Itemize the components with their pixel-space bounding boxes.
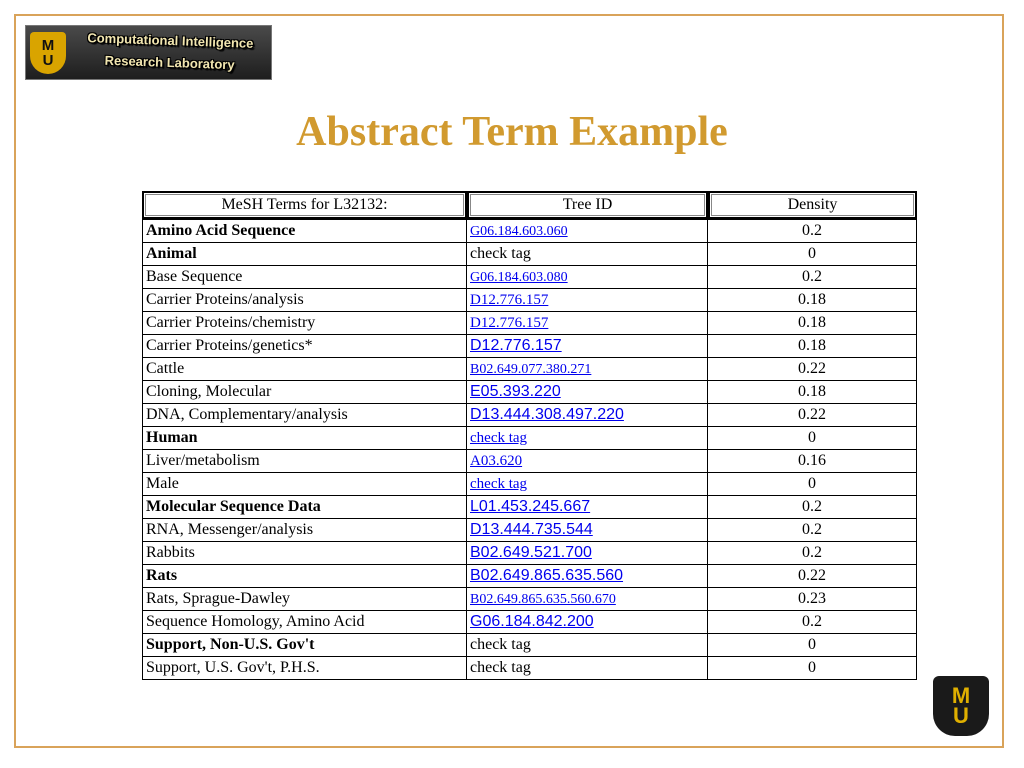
term-cell: Amino Acid Sequence (142, 219, 467, 243)
density-cell: 0.2 (708, 611, 917, 634)
tree-id-cell (467, 381, 708, 404)
term-cell: Carrier Proteins/genetics* (142, 335, 467, 358)
tree-id-cell (467, 289, 708, 312)
tree-id-cell (467, 611, 708, 634)
table-row (142, 634, 917, 657)
table-row (142, 219, 917, 243)
tree-id-link[interactable]: D13.444.735.544 (470, 521, 593, 538)
term-cell: Liver/metabolism (142, 450, 467, 473)
tree-id-link[interactable]: A03.620 (470, 453, 523, 469)
mu-logo-icon: M U (933, 676, 989, 736)
term-cell: Sequence Homology, Amino Acid (142, 611, 467, 634)
mesh-table-container (142, 191, 917, 680)
tree-id-link[interactable]: L01.453.245.667 (470, 498, 591, 515)
tree-id-link[interactable]: D12.776.157 (470, 337, 562, 354)
header-tree-id: Tree ID (467, 191, 708, 219)
table-row (142, 243, 917, 266)
table-row (142, 427, 917, 450)
table-row (142, 611, 917, 634)
density-cell: 0.22 (708, 404, 917, 427)
table-row (142, 473, 917, 496)
tree-id-cell (467, 312, 708, 335)
density-cell: 0.2 (708, 542, 917, 565)
table-row (142, 404, 917, 427)
density-cell: 0.23 (708, 588, 917, 611)
table-row (142, 496, 917, 519)
tree-id-cell: check tag (467, 657, 708, 680)
tree-id-cell (467, 519, 708, 542)
tree-id-link[interactable]: D12.776.157 (470, 292, 549, 308)
tree-id-link[interactable]: D13.444.308.497.220 (470, 406, 624, 423)
tree-id-cell (467, 542, 708, 565)
tree-id-link[interactable]: B02.649.077.380.271 (470, 362, 592, 377)
tree-id-link[interactable]: D12.776.157 (470, 315, 549, 331)
density-cell: 0 (708, 473, 917, 496)
density-cell: 0.2 (708, 496, 917, 519)
lab-logo (25, 25, 272, 80)
term-cell: Rabbits (142, 542, 467, 565)
density-cell: 0 (708, 634, 917, 657)
tree-id-cell (467, 219, 708, 243)
header-mesh-terms: MeSH Terms for L32132: (142, 191, 467, 219)
table-header-row (142, 191, 917, 219)
tree-id-cell (467, 266, 708, 289)
tree-id-cell (467, 427, 708, 450)
tree-id-link[interactable]: G06.184.842.200 (470, 613, 594, 630)
term-cell: Carrier Proteins/chemistry (142, 312, 467, 335)
density-cell: 0.22 (708, 358, 917, 381)
density-cell: 0.2 (708, 219, 917, 243)
term-cell: Rats, Sprague-Dawley (142, 588, 467, 611)
table-row (142, 588, 917, 611)
term-cell: Support, Non-U.S. Gov't (142, 634, 467, 657)
density-cell: 0 (708, 427, 917, 450)
table-row (142, 542, 917, 565)
tree-id-cell (467, 450, 708, 473)
tree-id-link[interactable]: B02.649.865.635.560 (470, 567, 624, 584)
slide-title: Abstract Term Example (296, 109, 728, 155)
density-cell: 0.18 (708, 289, 917, 312)
tree-id-cell (467, 588, 708, 611)
tree-id-link[interactable]: B02.649.865.635.560.670 (470, 592, 616, 607)
term-cell: Base Sequence (142, 266, 467, 289)
table-row (142, 381, 917, 404)
term-cell: Support, U.S. Gov't, P.H.S. (142, 657, 467, 680)
table-row (142, 657, 917, 680)
table-row (142, 335, 917, 358)
tree-id-link[interactable]: G06.184.603.060 (470, 224, 568, 239)
term-cell: Human (142, 427, 467, 450)
term-cell: Cattle (142, 358, 467, 381)
tree-id-cell (467, 358, 708, 381)
table-row (142, 450, 917, 473)
lab-logo-text (69, 27, 270, 78)
lab-logo-line1: Computational Intelligence (87, 30, 254, 51)
density-cell: 0.2 (708, 519, 917, 542)
tree-id-cell (467, 335, 708, 358)
density-cell: 0.18 (708, 312, 917, 335)
density-cell: 0.2 (708, 266, 917, 289)
tree-id-cell (467, 496, 708, 519)
tree-id-link[interactable]: check tag (470, 476, 528, 492)
term-cell: DNA, Complementary/analysis (142, 404, 467, 427)
table-row (142, 565, 917, 588)
term-cell: Animal (142, 243, 467, 266)
density-cell: 0 (708, 657, 917, 680)
density-cell: 0 (708, 243, 917, 266)
density-cell: 0.18 (708, 335, 917, 358)
density-cell: 0.22 (708, 565, 917, 588)
table-row (142, 266, 917, 289)
header-density: Density (708, 191, 917, 219)
tree-id-cell (467, 473, 708, 496)
term-cell: Molecular Sequence Data (142, 496, 467, 519)
tree-id-cell (467, 565, 708, 588)
tree-id-cell: check tag (467, 243, 708, 266)
tree-id-link[interactable]: B02.649.521.700 (470, 544, 592, 561)
tree-id-cell: check tag (467, 634, 708, 657)
term-cell: Cloning, Molecular (142, 381, 467, 404)
term-cell: RNA, Messenger/analysis (142, 519, 467, 542)
density-cell: 0.16 (708, 450, 917, 473)
table-row (142, 358, 917, 381)
mesh-terms-table (142, 191, 917, 680)
table-row (142, 312, 917, 335)
term-cell: Carrier Proteins/analysis (142, 289, 467, 312)
tree-id-link[interactable]: check tag (470, 430, 528, 446)
table-row (142, 289, 917, 312)
table-row (142, 519, 917, 542)
mu-shield-icon: M U (30, 32, 66, 74)
tree-id-link[interactable]: E05.393.220 (470, 383, 561, 400)
term-cell: Male (142, 473, 467, 496)
density-cell: 0.18 (708, 381, 917, 404)
tree-id-cell (467, 404, 708, 427)
term-cell: Rats (142, 565, 467, 588)
tree-id-link[interactable]: G06.184.603.080 (470, 270, 568, 285)
lab-logo-line2: Research Laboratory (104, 52, 235, 73)
